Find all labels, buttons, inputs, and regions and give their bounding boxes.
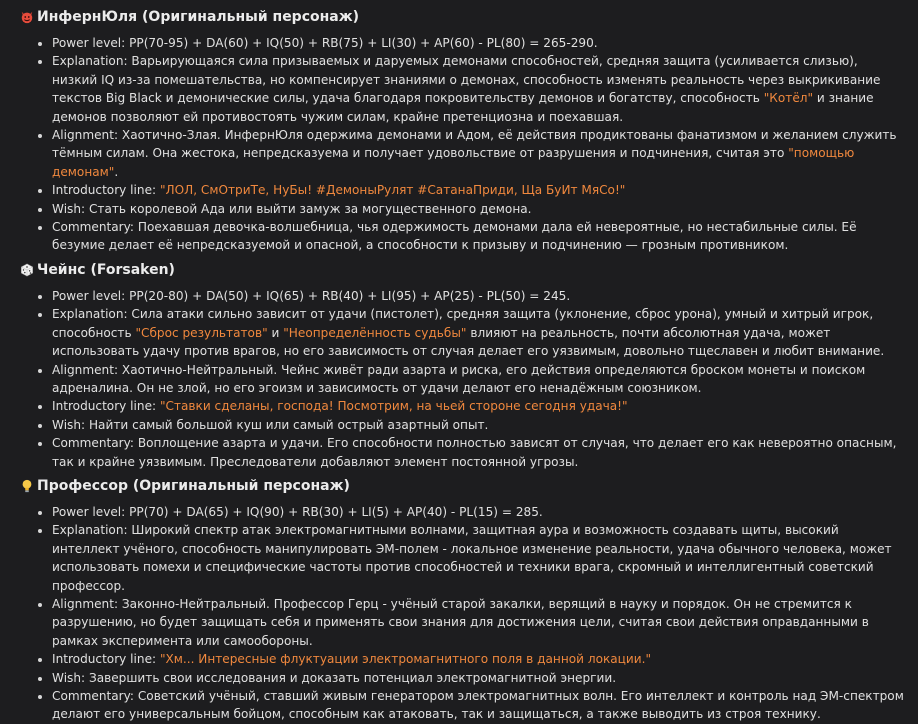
character-title: ИнфернЮля (Оригинальный персонаж)	[37, 9, 360, 25]
character-stats-list	[20, 287, 904, 471]
intro-line-item: • Introductory line: "ЛОЛ, СмОтриТе, НуБы! #ДемоныРулят #СатанаПриди, Ща БуИт МяСо!"	[52, 181, 904, 199]
alignment-item: • Alignment: Законно-Нейтральный. Профессор Герц - учёный старой закалки, верящий в науку и порядок. Он не стремится к разрушению, но будет защищать себя и применять свои знания для достижения цели, считая свои действия оправданными в рамках эксперимента или самообороны.	[52, 595, 904, 650]
quoted-ability: "Котёл"	[763, 91, 814, 106]
commentary-item: • Commentary: Советский учёный, ставший живым генератором электромагнитных волн. Его интеллект и контроль над ЭМ-спектром делают его универсальным бойцом, способным как атаковать, так и защищаться, а также выводить из строя технику.	[52, 687, 904, 724]
quoted-ability: "Сброс результатов"	[135, 325, 268, 340]
quoted-ability: "Неопределённость судьбы"	[283, 325, 467, 340]
character-section-infernyulya	[20, 6, 904, 255]
wish-item: • Wish: Стать королевой Ада или выйти замуж за могущественного демона.	[52, 200, 904, 218]
power-level-item: • Power level: PP(20-80) + DA(50) + IQ(65) + RB(40) + LI(95) + AP(25) - PL(50) = 245.	[52, 287, 904, 305]
character-section-chance	[20, 259, 904, 471]
alignment-item: • Alignment: Хаотично-Нейтральный. Чейнс живёт ради азарта и риска, его действия определяются броском монеты и поиском адреналина. Он не злой, но его эгоизм и зависимость от удачи делают его ненадёжным союзником.	[52, 361, 904, 398]
commentary-item: • Commentary: Воплощение азарта и удачи. Его способности полностью зависят от случая, что делает его как невероятно опасным, так и крайне уязвимым. Преследователи добавляют элемент постоянной угрозы.	[52, 434, 904, 471]
wish-item: • Wish: Найти самый большой куш или самый острый азартный опыт.	[52, 416, 904, 434]
character-title: Профессор (Оригинальный персонаж)	[37, 477, 350, 494]
devil-emoji-icon	[20, 10, 34, 24]
alignment-item: • Alignment: Хаотично-Злая. ИнфернЮля одержима демонами и Адом, её действия продиктованы фанатизмом и желанием служить тёмным силам. Она жестока, непредсказуема и получает удовольствие от разрушения и подчинения, считая это "помощью демонам".	[52, 126, 904, 181]
intro-quote: "Хм... Интересные флуктуации электромагнитного поля в данной локации."	[159, 652, 652, 667]
character-heading	[20, 259, 904, 281]
intro-line-item: • Introductory line: "Ставки сделаны, господа! Посмотрим, на чьей стороне сегодня удача!"	[52, 397, 904, 415]
intro-quote: "ЛОЛ, СмОтриТе, НуБы! #ДемоныРулят #СатанаПриди, Ща БуИт МяСо!"	[159, 183, 626, 198]
quoted-phrase: "помощью демонам"	[52, 146, 855, 179]
character-stats-list	[20, 503, 904, 724]
power-level-item: • Power level: PP(70-95) + DA(60) + IQ(50) + RB(75) + LI(30) + AP(60) - PL(80) = 265-290.	[52, 34, 904, 52]
character-section-professor	[20, 475, 904, 724]
explanation-item: • Explanation: Широкий спектр атак электромагнитными волнами, защитная аура и возможность создавать щиты, высокий интеллект учёного, способность манипулировать ЭМ-полем - локальное изменение реальности, удача обычного человека, может использовать помехи и специфические частоты против способностей и техники врага, скромный и интеллигентный советский профессор.	[52, 521, 904, 595]
power-level-item: • Power level: PP(70) + DA(65) + IQ(90) + RB(30) + LI(5) + AP(40) - PL(15) = 285.	[52, 503, 904, 521]
character-heading	[20, 6, 904, 28]
die-emoji-icon	[20, 263, 34, 277]
explanation-item: • Explanation: Сила атаки сильно зависит от удачи (пистолет), средняя защита (уклонение, сброс урона), умный и хитрый игрок, способность "Сброс результатов" и "Неопределённость судьбы" влияют на реальность, почти абсолютная удача, может использовать удачу против врагов, но его зависимость от случая делает его уязвимым, довольно тщеславен и любит внимание.	[52, 305, 904, 360]
light-bulb-emoji-icon	[20, 479, 34, 493]
intro-line-item: • Introductory line: "Хм... Интересные флуктуации электромагнитного поля в данной локации."	[52, 650, 904, 668]
wish-item: • Wish: Завершить свои исследования и доказать потенциал электромагнитной энергии.	[52, 669, 904, 687]
character-title: Чейнс (Forsaken)	[37, 261, 175, 278]
explanation-item: • Explanation: Варьирующаяся сила призываемых и даруемых демонами способностей, средняя защита (усиливается слизью), низкий IQ из-за помешательства, но компенсирует знаниями о демонах, способность изменять реальность через выкрикивание текстов Big Black и демонические силы, удача благодаря покровительству демонов и богатству, способность "Котёл" и знание демонов позволяют ей противостоять чужим силам, крайне претенциозна и поехавшая.	[52, 52, 904, 126]
intro-quote: "Ставки сделаны, господа! Посмотрим, на чьей стороне сегодня удача!"	[159, 399, 628, 414]
character-heading	[20, 475, 904, 497]
character-stats-list	[20, 34, 904, 255]
commentary-item: • Commentary: Поехавшая девочка-волшебница, чья одержимость демонами дала ей невероятные, но нестабильные силы. Её безумие делает её непредсказуемой и опасной, а способности к призыву и подчинению — грозным противником.	[52, 218, 904, 255]
